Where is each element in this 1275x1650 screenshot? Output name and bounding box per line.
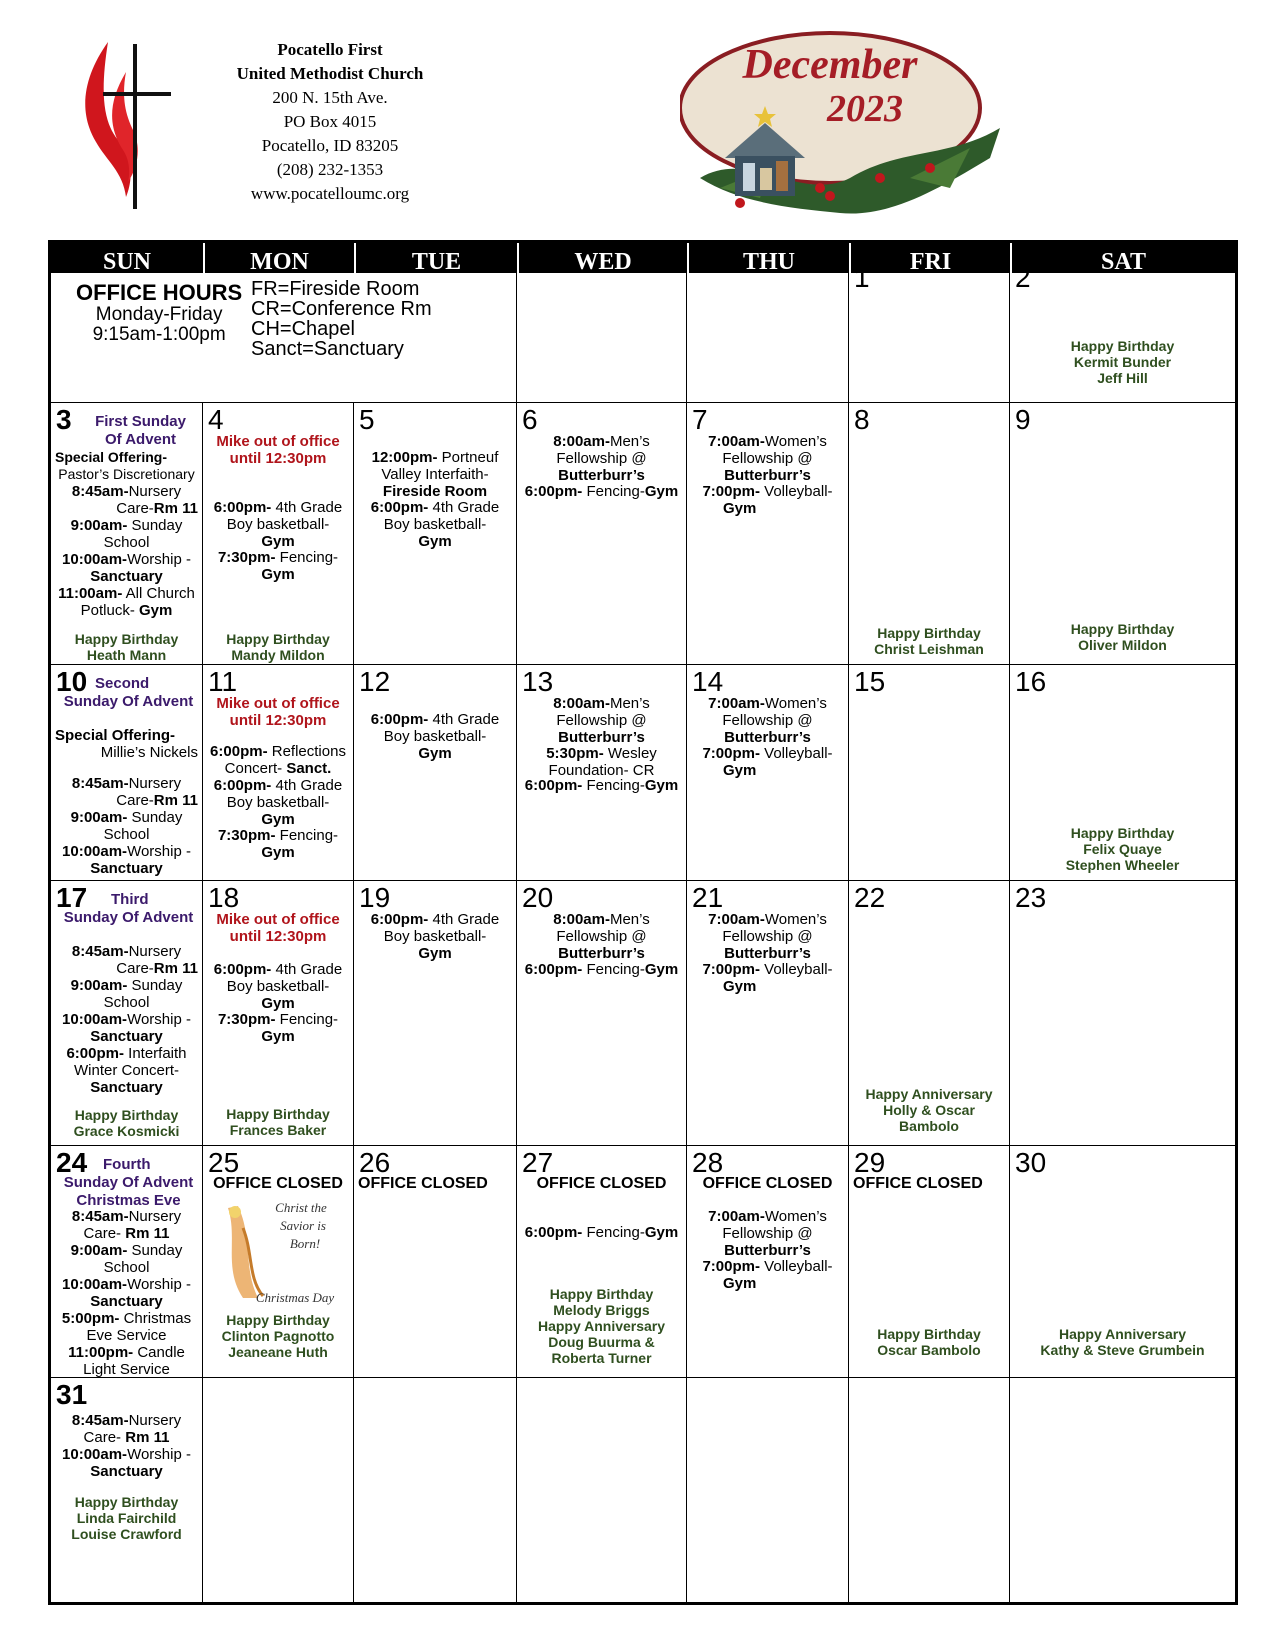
office-closed: OFFICE CLOSED bbox=[853, 1175, 983, 1192]
event-nursery: 8:45am-Nursery Care-Rm 11 bbox=[71, 943, 198, 977]
day-number: 6 bbox=[522, 404, 538, 435]
day-number: 10 bbox=[56, 666, 88, 697]
svg-text:Christ the: Christ the bbox=[275, 1200, 327, 1215]
event-fencing: 7:30pm- Fencing- Gym bbox=[217, 549, 339, 583]
event-worship: 10:00am-Worship - Sanctuary bbox=[62, 551, 191, 585]
office-hours-time: 9:15am-1:00pm bbox=[92, 324, 226, 345]
weekday-thu: THU bbox=[687, 243, 849, 273]
day-cell-7[interactable] bbox=[687, 403, 849, 665]
event-nursery: 8:45am-Nursery Care- Rm 11 bbox=[71, 1412, 182, 1446]
day-number: 7 bbox=[692, 404, 708, 435]
day-cell-empty bbox=[687, 261, 849, 403]
event-mens-fellowship: 8:00am-Men’s Fellowship @ Butterburr’s bbox=[553, 911, 650, 962]
event-candle-light: 11:00pm- Candle Light Service bbox=[68, 1344, 185, 1378]
sunday-title: Fourth Sunday Of Advent Christmas Eve bbox=[63, 1156, 194, 1209]
weekday-mon: MON bbox=[203, 243, 354, 273]
event-volleyball: 7:00pm- Volleyball- Gym bbox=[702, 483, 833, 517]
day-number: 26 bbox=[359, 1147, 391, 1178]
anniversary-block: Happy Anniversary Holly & Oscar Bambolo bbox=[865, 1086, 993, 1134]
event-special-offering: Special Offering- Pastor’s Discretionary bbox=[55, 449, 195, 482]
day-number: 11 bbox=[208, 666, 238, 697]
event-fencing: 6:00pm- Fencing-Gym bbox=[524, 1224, 679, 1241]
office-hours-cell bbox=[51, 261, 517, 403]
event-interfaith-concert: 6:00pm- Interfaith Winter Concert- Sanctuary bbox=[66, 1045, 187, 1096]
event-worship: 10:00am-Worship - Sanctuary bbox=[62, 1011, 191, 1045]
day-cell-10[interactable] bbox=[51, 665, 203, 881]
event-fencing: 6:00pm- Fencing-Gym bbox=[524, 961, 679, 978]
day-cell-empty bbox=[1010, 1378, 1235, 1602]
event-basketball: 6:00pm- 4th Grade Boy basketball- Gym bbox=[370, 499, 500, 550]
day-number: 14 bbox=[692, 666, 724, 697]
day-number: 9 bbox=[1015, 404, 1031, 435]
event-womens-fellowship: 7:00am-Women’s Fellowship @ Butterburr’s bbox=[708, 911, 827, 962]
church-name-2: United Methodist Church bbox=[236, 64, 424, 83]
church-phone: (208) 232-1353 bbox=[276, 160, 384, 179]
event-special-offering: Special Offering- Millie’s Nickels bbox=[55, 727, 198, 761]
day-number: 15 bbox=[854, 666, 886, 697]
day-number: 29 bbox=[854, 1147, 886, 1178]
event-womens-fellowship: 7:00am-Women’s Fellowship @ Butterburr’s bbox=[708, 433, 827, 484]
office-hours-title: OFFICE HOURS bbox=[76, 280, 243, 305]
day-cell-16[interactable] bbox=[1010, 665, 1235, 881]
event-wesley: 5:30pm- Wesley Foundation- CR bbox=[546, 745, 657, 779]
day-cell-empty bbox=[517, 1378, 687, 1602]
anniversary-block: Happy Anniversary Kathy & Steve Grumbein bbox=[1040, 1326, 1205, 1358]
day-cell-20[interactable] bbox=[517, 881, 687, 1146]
event-worship: 10:00am-Worship - Sanctuary bbox=[62, 1276, 191, 1310]
day-cell-9[interactable] bbox=[1010, 403, 1235, 665]
day-number: 30 bbox=[1015, 1147, 1047, 1178]
birthday-block: Happy Birthday Oscar Bambolo bbox=[877, 1326, 981, 1358]
nativity-wreath-icon bbox=[680, 28, 1020, 233]
day-cell-14[interactable] bbox=[687, 665, 849, 881]
svg-text:Savior is: Savior is bbox=[280, 1218, 326, 1233]
event-volleyball: 7:00pm- Volleyball- Gym bbox=[702, 961, 833, 995]
birthday-block: Happy Birthday Linda Fairchild Louise Crawford bbox=[71, 1494, 182, 1542]
weekday-sat: SAT bbox=[1010, 243, 1235, 273]
day-cell-19[interactable] bbox=[354, 881, 517, 1146]
office-closed: OFFICE CLOSED bbox=[536, 1175, 667, 1192]
day-cell-26[interactable] bbox=[354, 1146, 517, 1378]
day-cell-8[interactable] bbox=[849, 403, 1010, 665]
day-number: 22 bbox=[854, 882, 886, 913]
day-number: 17 bbox=[56, 882, 88, 913]
office-closed: OFFICE CLOSED bbox=[702, 1175, 833, 1192]
event-sunday-school: 9:00am- Sunday School bbox=[70, 809, 183, 843]
day-number: 20 bbox=[522, 882, 554, 913]
birthday-block: Happy Birthday Oliver Mildon bbox=[1070, 621, 1175, 653]
day-cell-11[interactable] bbox=[203, 665, 354, 881]
church-logo-icon bbox=[78, 32, 178, 214]
event-reflections-concert: 6:00pm- Reflections Concert- Sanct. bbox=[210, 743, 346, 777]
event-womens-fellowship: 7:00am-Women’s Fellowship @ Butterburr’s bbox=[708, 695, 827, 746]
event-basketball: 6:00pm- 4th Grade Boy basketball- Gym bbox=[370, 711, 500, 762]
church-website[interactable]: www.pocatelloumc.org bbox=[250, 184, 410, 203]
calendar-grid bbox=[48, 240, 1238, 1605]
weekday-wed: WED bbox=[517, 243, 687, 273]
day-cell-13[interactable] bbox=[517, 665, 687, 881]
church-city: Pocatello, ID 83205 bbox=[261, 136, 399, 155]
day-number: 5 bbox=[359, 404, 375, 435]
day-number: 25 bbox=[208, 1147, 240, 1178]
weekday-sun: SUN bbox=[102, 249, 151, 273]
event-mens-fellowship: 8:00am-Men’s Fellowship @ Butterburr’s bbox=[553, 433, 650, 484]
day-cell-empty bbox=[354, 1378, 517, 1602]
day-cell-31[interactable] bbox=[51, 1378, 203, 1602]
day-number: 21 bbox=[692, 882, 724, 913]
event-christmas-eve-service: 5:00pm- Christmas Eve Service bbox=[61, 1310, 192, 1344]
day-cell-28[interactable] bbox=[687, 1146, 849, 1378]
day-cell-empty bbox=[517, 261, 687, 403]
day-cell-27[interactable] bbox=[517, 1146, 687, 1378]
sunday-title: Second Sunday Of Advent bbox=[63, 675, 194, 710]
day-cell-12[interactable] bbox=[354, 665, 517, 881]
event-mens-fellowship: 8:00am-Men’s Fellowship @ Butterburr’s bbox=[553, 695, 650, 746]
event-fencing: 7:30pm- Fencing- Gym bbox=[217, 827, 339, 861]
month-title: December bbox=[742, 42, 918, 88]
day-cell-25[interactable] bbox=[203, 1146, 354, 1378]
room-legend bbox=[251, 279, 432, 359]
day-cell-15[interactable] bbox=[849, 665, 1010, 881]
event-nursery: 8:45am-Nursery Care-Rm 11 bbox=[71, 775, 198, 809]
svg-text:Christmas Day: Christmas Day bbox=[255, 1290, 335, 1305]
birthday-block: Happy Birthday Kermit Bunder Jeff Hill bbox=[1070, 338, 1175, 386]
day-number: 8 bbox=[854, 404, 870, 435]
day-number: 2 bbox=[1015, 262, 1031, 293]
svg-text:Born!: Born! bbox=[289, 1236, 321, 1251]
day-cell-empty bbox=[203, 1378, 354, 1602]
day-cell-29[interactable] bbox=[849, 1146, 1010, 1378]
event-portneuf: 12:00pm- Portneuf Valley Interfaith- Fireside Room bbox=[371, 449, 499, 500]
day-cell-18[interactable] bbox=[203, 881, 354, 1146]
day-cell-6[interactable] bbox=[517, 403, 687, 665]
day-number: 24 bbox=[56, 1147, 88, 1178]
event-potluck: 11:00am- All Church Potluck- Gym bbox=[58, 585, 195, 619]
day-cell-1[interactable] bbox=[849, 261, 1010, 403]
day-number: 23 bbox=[1015, 882, 1047, 913]
day-number: 16 bbox=[1015, 666, 1047, 697]
event-worship: 10:00am-Worship - Sanctuary bbox=[62, 1446, 191, 1480]
christmas-day-graphic bbox=[213, 1198, 343, 1306]
birthday-block: Happy Birthday Mandy Mildon bbox=[226, 631, 330, 663]
day-cell-23[interactable] bbox=[1010, 881, 1235, 1146]
mike-out-notice: Mike out of office until 12:30pm bbox=[216, 695, 340, 729]
mike-out-notice: Mike out of office until 12:30pm bbox=[216, 911, 340, 945]
day-cell-empty bbox=[849, 1378, 1010, 1602]
day-cell-24[interactable] bbox=[51, 1146, 203, 1378]
day-cell-30[interactable] bbox=[1010, 1146, 1235, 1378]
day-number: 28 bbox=[692, 1147, 724, 1178]
event-basketball: 6:00pm- 4th Grade Boy basketball- Gym bbox=[213, 961, 343, 1012]
day-number: 31 bbox=[56, 1379, 88, 1410]
day-cell-5[interactable] bbox=[354, 403, 517, 665]
birthday-block: Happy Birthday Christ Leishman bbox=[874, 625, 984, 657]
legend-sanct: Sanct=Sanctuary bbox=[251, 338, 404, 360]
event-womens-fellowship: 7:00am-Women’s Fellowship @ Butterburr’s bbox=[708, 1208, 827, 1259]
event-sunday-school: 9:00am- Sunday School bbox=[70, 977, 183, 1011]
day-cell-3[interactable] bbox=[51, 403, 203, 665]
legend-ch: CH=Chapel bbox=[251, 318, 355, 340]
day-number: 18 bbox=[208, 882, 240, 913]
day-number: 1 bbox=[854, 262, 870, 293]
day-number: 19 bbox=[359, 882, 391, 913]
church-info bbox=[200, 38, 460, 206]
day-number: 27 bbox=[522, 1147, 554, 1178]
church-name-1: Pocatello First bbox=[277, 40, 383, 59]
event-fencing: 7:30pm- Fencing- Gym bbox=[217, 1011, 339, 1045]
day-cell-2[interactable] bbox=[1010, 261, 1235, 403]
event-sunday-school: 9:00am- Sunday School bbox=[70, 517, 183, 551]
event-volleyball: 7:00pm- Volleyball- Gym bbox=[702, 745, 833, 779]
month-year: 2023 bbox=[827, 88, 903, 130]
event-basketball: 6:00pm- 4th Grade Boy basketball- Gym bbox=[213, 777, 343, 828]
office-hours-days: Monday-Friday bbox=[95, 304, 223, 325]
event-fencing: 6:00pm- Fencing-Gym bbox=[524, 777, 679, 794]
day-cell-4[interactable] bbox=[203, 403, 354, 665]
birthday-block: Happy Birthday Heath Mann bbox=[74, 631, 179, 663]
office-hours bbox=[76, 281, 242, 345]
church-address: 200 N. 15th Ave. bbox=[272, 88, 388, 107]
legend-cr: CR=Conference Rm bbox=[251, 298, 432, 320]
weekday-tue: TUE bbox=[354, 243, 517, 273]
day-cell-empty bbox=[687, 1378, 849, 1602]
event-worship: 10:00am-Worship - Sanctuary bbox=[62, 843, 191, 877]
event-nursery: 8:45am-Nursery Care- Rm 11 bbox=[71, 1208, 182, 1242]
event-basketball: 6:00pm- 4th Grade Boy basketball- Gym bbox=[370, 911, 500, 962]
birthday-block: Happy Birthday Felix Quaye Stephen Wheeler bbox=[1065, 825, 1180, 873]
day-cell-17[interactable] bbox=[51, 881, 203, 1146]
event-basketball: 6:00pm- 4th Grade Boy basketball- Gym bbox=[213, 499, 343, 550]
day-number: 13 bbox=[522, 666, 554, 697]
birthday-block: Happy Birthday Clinton Pagnotto Jeaneane Huth bbox=[221, 1312, 335, 1360]
day-number: 12 bbox=[359, 666, 391, 697]
event-nursery: 8:45am-Nursery Care-Rm 11 bbox=[71, 483, 198, 517]
sunday-title: Third Sunday Of Advent bbox=[63, 891, 194, 926]
legend-fr: FR=Fireside Room bbox=[251, 278, 420, 300]
event-volleyball: 7:00pm- Volleyball- Gym bbox=[702, 1258, 833, 1292]
sunday-title: First Sunday Of Advent bbox=[95, 413, 186, 448]
birthday-anniversary-block: Happy Birthday Melody Briggs Happy Anniversary Doug Buurma & Roberta Turner bbox=[537, 1286, 666, 1366]
event-fencing: 6:00pm- Fencing-Gym bbox=[524, 483, 679, 500]
day-cell-21[interactable] bbox=[687, 881, 849, 1146]
event-sunday-school: 9:00am- Sunday School bbox=[70, 1242, 183, 1276]
day-number: 3 bbox=[56, 404, 72, 435]
birthday-block: Happy Birthday Frances Baker bbox=[226, 1106, 330, 1138]
birthday-block: Happy Birthday Grace Kosmicki bbox=[73, 1107, 180, 1139]
day-cell-22[interactable] bbox=[849, 881, 1010, 1146]
month-badge bbox=[680, 28, 1020, 233]
day-number: 4 bbox=[208, 404, 224, 435]
office-closed: OFFICE CLOSED bbox=[358, 1175, 488, 1192]
mike-out-notice: Mike out of office until 12:30pm bbox=[216, 433, 340, 467]
church-po-box: PO Box 4015 bbox=[283, 112, 377, 131]
office-closed: OFFICE CLOSED bbox=[213, 1175, 343, 1192]
weekday-fri: FRI bbox=[849, 243, 1010, 273]
